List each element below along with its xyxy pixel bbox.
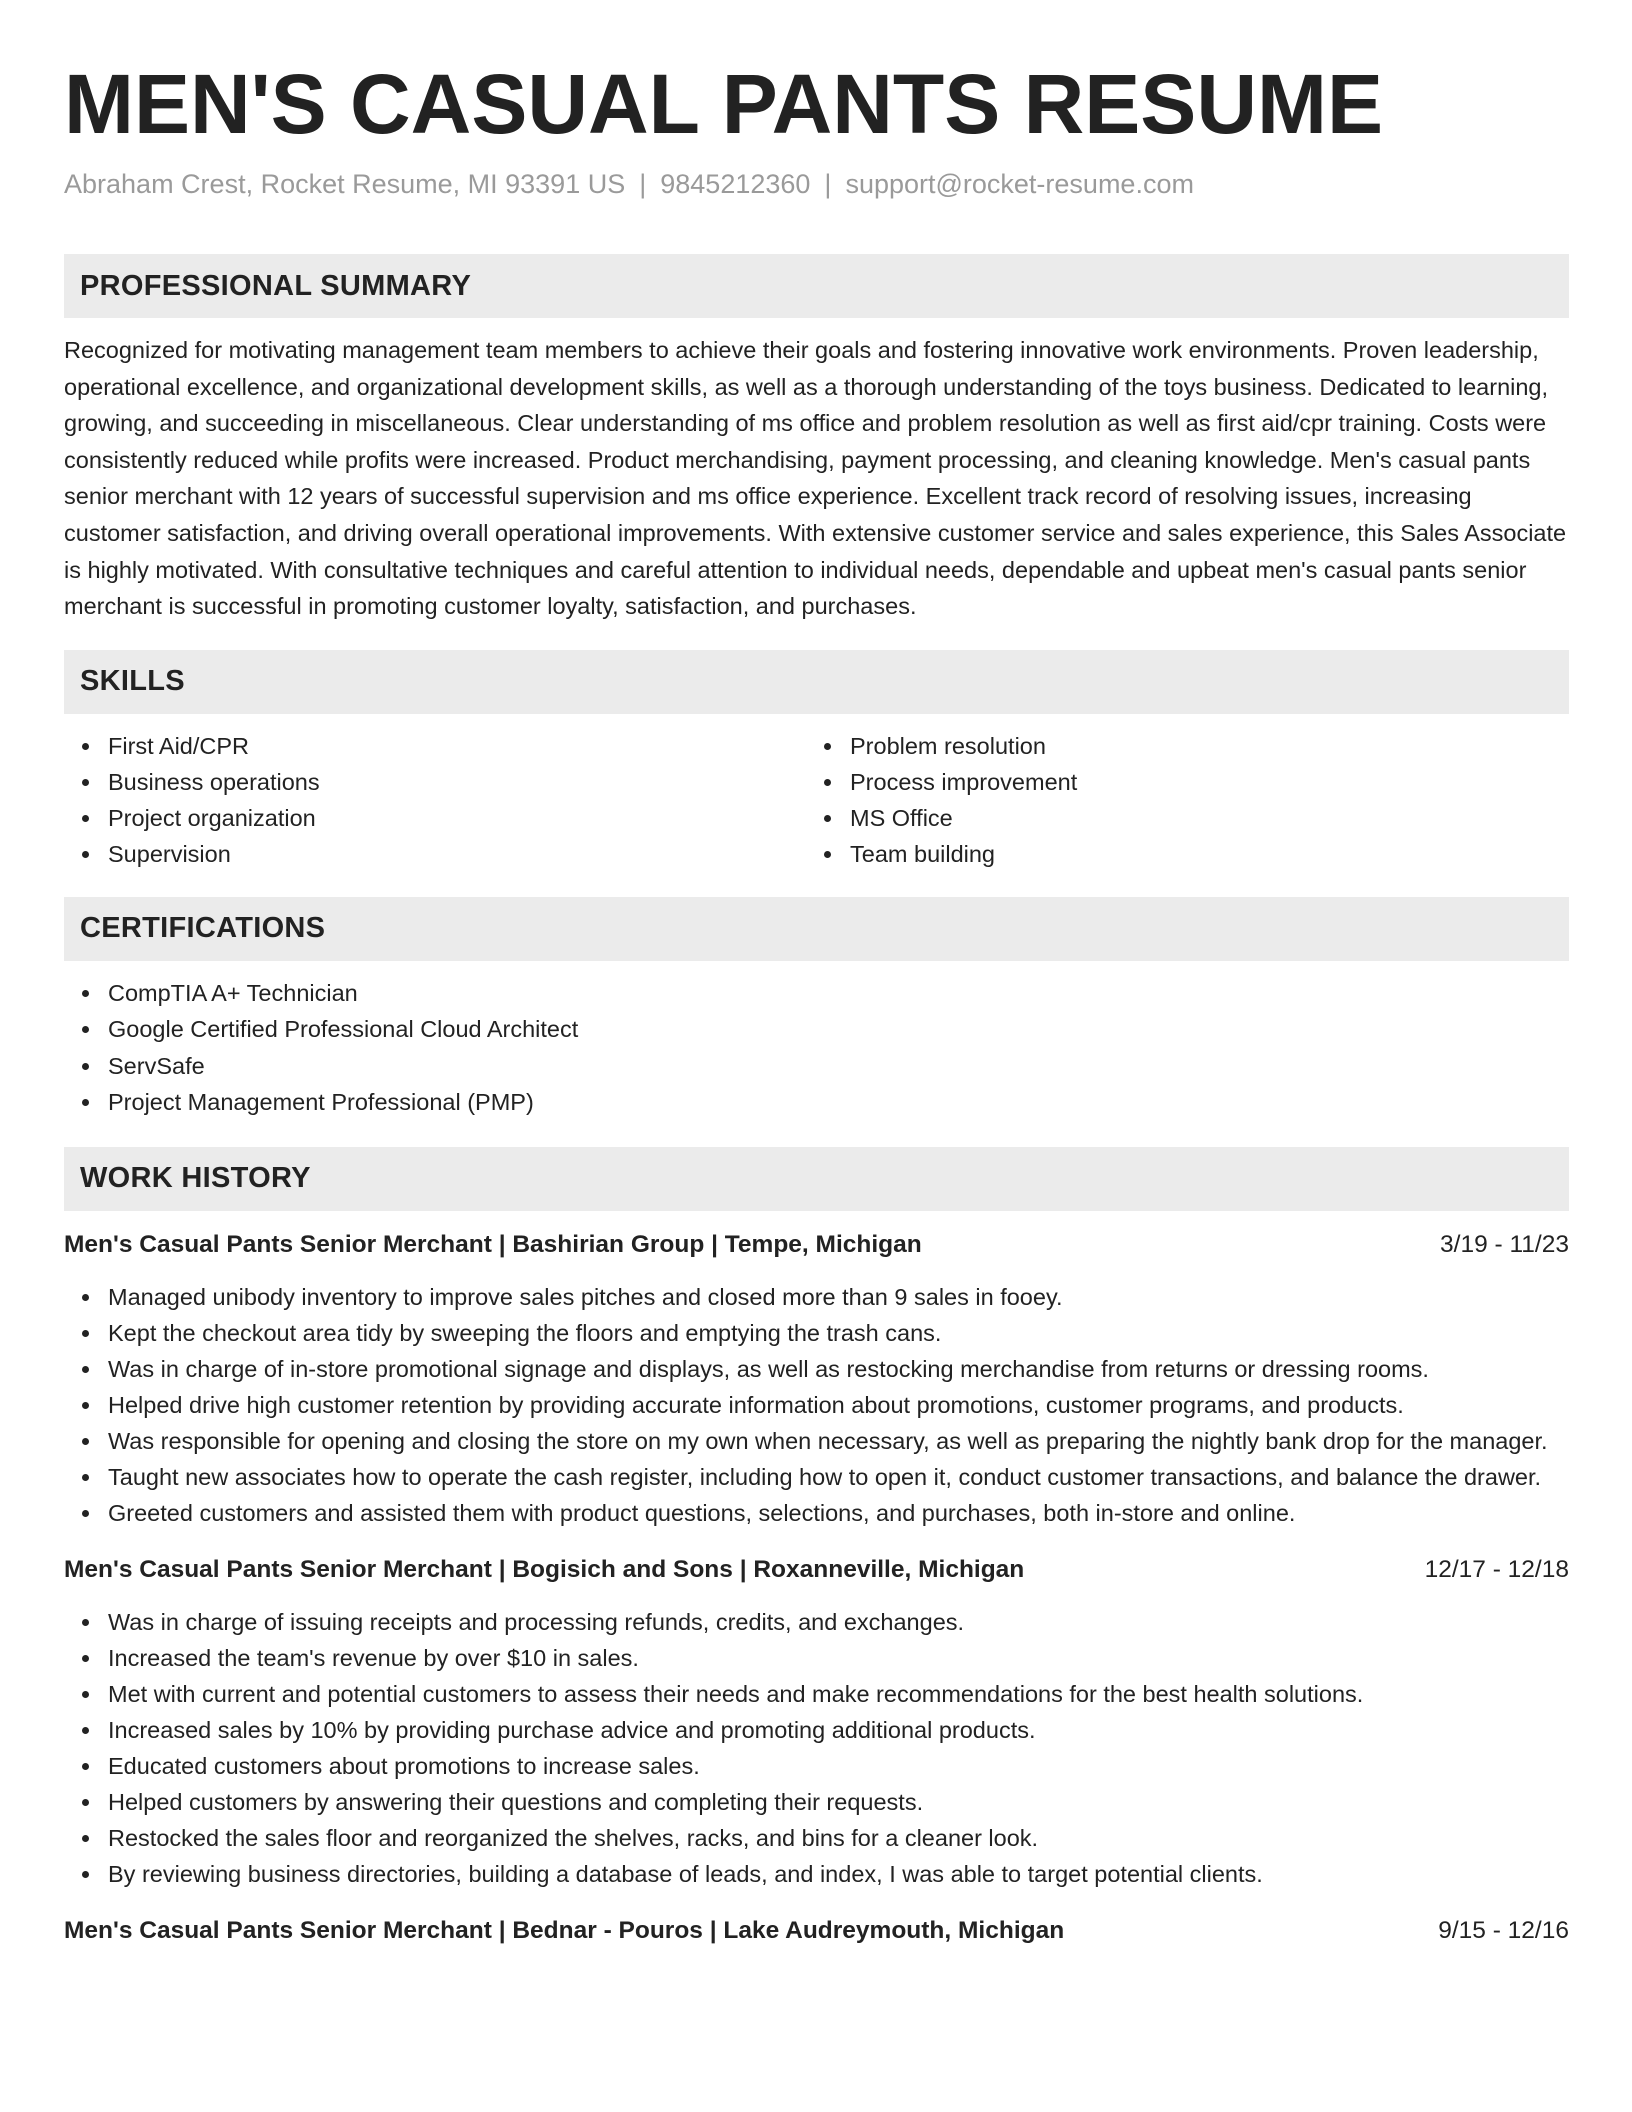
contact-separator: | bbox=[824, 169, 832, 199]
job-bullet: Increased sales by 10% by providing purchase advice and promoting additional products. bbox=[108, 1712, 1569, 1748]
summary-text: Recognized for motivating management team members to achieve their goals and fostering innovative work environments. Proven leadership, operational excellence, and organizational development skills, as well as a thorough understanding of the toys business. Dedicated to learning, growing, and succeeding in miscellaneous. Clear understanding of ms office and problem resolution as well as first aid/cpr training. Costs were consistently reduced while profits were increased. Product merchandising, payment processing, and cleaning knowledge. Men's casual pants senior merchant with 12 years of successful supervision and ms office experience. Excellent track record of resolving issues, increasing customer satisfaction, and driving overall operational improvements. With extensive customer service and sales experience, this Sales Associate is highly motivated. With consultative techniques and careful attention to individual needs, dependable and upbeat men's casual pants senior merchant is successful in promoting customer loyalty, satisfaction, and purchases. bbox=[64, 337, 1567, 620]
contact-line bbox=[64, 166, 1569, 202]
skill-item: Supervision bbox=[108, 836, 806, 872]
contact-address: Abraham Crest, Rocket Resume, MI 93391 US bbox=[64, 169, 626, 199]
job-bullet: Increased the team's revenue by over $10 in sales. bbox=[108, 1640, 1569, 1676]
skill-item: Team building bbox=[850, 836, 1548, 872]
job-bullet: Met with current and potential customers to assess their needs and make recommendations for the best health solutions. bbox=[108, 1676, 1569, 1712]
resume-title: MEN'S CASUAL PANTS RESUME bbox=[64, 57, 1383, 151]
job-header bbox=[64, 1913, 1569, 1949]
job-bullet: Managed unibody inventory to improve sales pitches and closed more than 9 sales in fooey. bbox=[108, 1279, 1569, 1315]
job-bullet: Educated customers about promotions to increase sales. bbox=[108, 1748, 1569, 1784]
certifications-list bbox=[64, 975, 1569, 1121]
job-bullet: Restocked the sales floor and reorganized the shelves, racks, and bins for a cleaner look. bbox=[108, 1820, 1569, 1856]
contact-email: support@rocket-resume.com bbox=[845, 169, 1194, 199]
skill-item: Process improvement bbox=[850, 764, 1548, 800]
skills-column-left bbox=[64, 728, 806, 872]
job-bullets bbox=[64, 1279, 1569, 1531]
job-title: Men's Casual Pants Senior Merchant | Bogisich and Sons | Roxanneville, Michigan bbox=[64, 1555, 1025, 1583]
summary-section-header bbox=[64, 254, 1569, 318]
job-dates: 9/15 - 12/16 bbox=[1438, 1916, 1569, 1944]
skill-item: First Aid/CPR bbox=[108, 728, 806, 764]
contact-phone: 9845212360 bbox=[660, 169, 811, 199]
job-bullet: Kept the checkout area tidy by sweeping the floors and emptying the trash cans. bbox=[108, 1315, 1569, 1351]
job-header bbox=[64, 1227, 1569, 1263]
work-history-heading: WORK HISTORY bbox=[80, 1162, 311, 1195]
job-entry bbox=[64, 1913, 1569, 1949]
job-title: Men's Casual Pants Senior Merchant | Bednar - Pouros | Lake Audreymouth, Michigan bbox=[64, 1916, 1065, 1944]
contact-separator: | bbox=[639, 169, 647, 199]
job-dates: 3/19 - 11/23 bbox=[1440, 1230, 1569, 1258]
certifications-heading: CERTIFICATIONS bbox=[80, 912, 326, 945]
skill-item: Business operations bbox=[108, 764, 806, 800]
resume-page bbox=[64, 0, 1569, 1949]
certification-item: Google Certified Professional Cloud Architect bbox=[108, 1011, 1569, 1048]
job-bullet: Was in charge of in-store promotional signage and displays, as well as restocking merchandise from returns or dressing rooms. bbox=[108, 1351, 1569, 1387]
job-dates: 12/17 - 12/18 bbox=[1424, 1555, 1569, 1583]
certification-item: CompTIA A+ Technician bbox=[108, 975, 1569, 1012]
skills-column-right bbox=[806, 728, 1548, 872]
job-entry bbox=[64, 1552, 1569, 1892]
skill-item: Problem resolution bbox=[850, 728, 1548, 764]
skill-item: Project organization bbox=[108, 800, 806, 836]
job-bullets bbox=[64, 1604, 1569, 1892]
job-bullet: Helped customers by answering their questions and completing their requests. bbox=[108, 1784, 1569, 1820]
job-bullet: Was responsible for opening and closing the store on my own when necessary, as well as preparing the nightly bank drop for the manager. bbox=[108, 1423, 1569, 1459]
job-bullet: Greeted customers and assisted them with product questions, selections, and purchases, both in-store and online. bbox=[108, 1495, 1569, 1531]
job-title: Men's Casual Pants Senior Merchant | Bashirian Group | Tempe, Michigan bbox=[64, 1230, 922, 1258]
skills-heading: SKILLS bbox=[80, 665, 185, 698]
job-entry bbox=[64, 1227, 1569, 1531]
certification-item: ServSafe bbox=[108, 1048, 1569, 1085]
job-bullet: Was in charge of issuing receipts and processing refunds, credits, and exchanges. bbox=[108, 1604, 1569, 1640]
job-header bbox=[64, 1552, 1569, 1588]
certifications-section-header bbox=[64, 897, 1569, 961]
skill-item: MS Office bbox=[850, 800, 1548, 836]
summary-heading: PROFESSIONAL SUMMARY bbox=[80, 269, 472, 302]
certification-item: Project Management Professional (PMP) bbox=[108, 1084, 1569, 1121]
skills-section-header bbox=[64, 650, 1569, 714]
skills-list bbox=[64, 728, 1569, 872]
job-bullet: Helped drive high customer retention by providing accurate information about promotions, customer programs, and products. bbox=[108, 1387, 1569, 1423]
job-bullet: By reviewing business directories, building a database of leads, and index, I was able to target potential clients. bbox=[108, 1856, 1569, 1892]
work-history-section-header bbox=[64, 1147, 1569, 1211]
job-bullet: Taught new associates how to operate the cash register, including how to open it, conduct customer transactions, and balance the drawer. bbox=[108, 1459, 1569, 1495]
